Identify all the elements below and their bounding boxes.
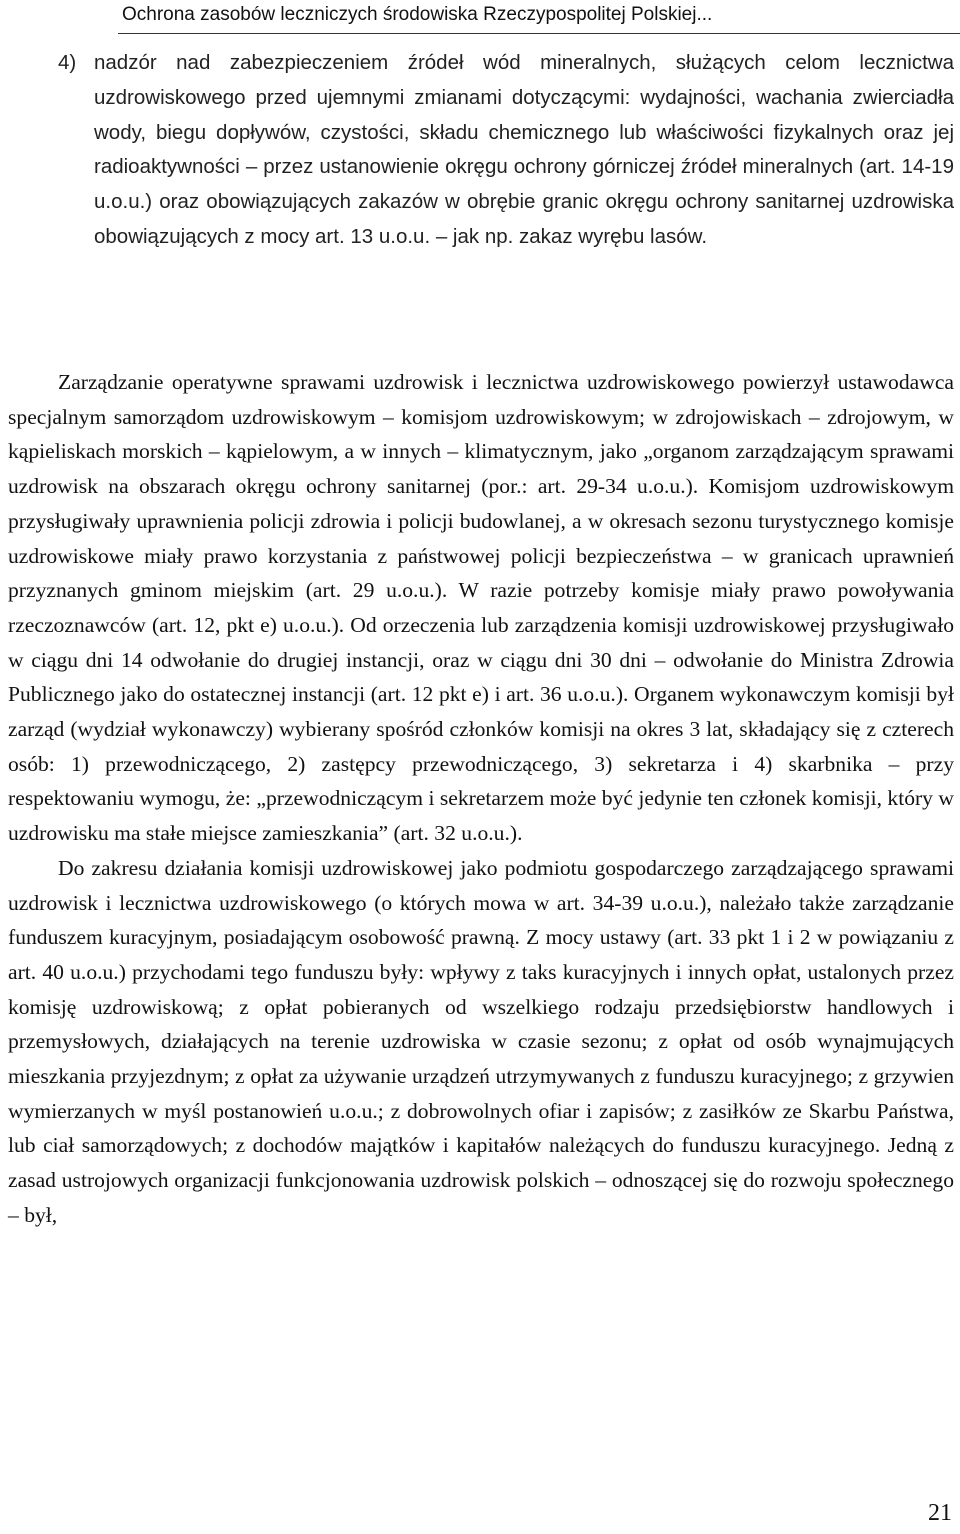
header-rule [118, 33, 960, 34]
list-item-text: nadzór nad zabezpieczeniem źródeł wód mineralnych, służących celom lecznictwa uzdrowiskowego przed ujemnymi zmianami dotyczącymi: wydajności, wachania zwierciadła wody, biegu dopływów, czystości, składu chemicznego lub właściwości fizykalnych oraz jej radioaktywności – przez ustanowienie okręgu ochrony górniczej źródeł mineralnych (art. 14-19 u.o.u.) oraz obowiązujących zakazów w obrębie granic okręgu ochrony sanitarnej uzdrowiska obowiązujących z mocy art. 13 u.o.u. – jak np. zakaz wyrębu lasów. [94, 51, 954, 248]
paragraph-1: Zarządzanie operatywne sprawami uzdrowisk i lecznictwa uzdrowiskowego powierzył ustawodawca specjalnym samorządom uzdrowiskowym – komisjom uzdrowiskowym; w zdrojowiskach – zdrojowym, w kąpieliskach morskich – kąpielowym, a w innych – klimatycznym, jako „organom zarządzającym sprawami uzdrowisk na obszarach okręgu ochrony sanitarnej (por.: art. 29-34 u.o.u.). Komisjom uzdrowiskowym przysługiwały uprawnienia policji zdrowia i policji budowlanej, a w okresach sezonu turystycznego komisje uzdrowiskowe miały prawo korzystania z państwowej policji bezpieczeństwa – w granicach uprawnień przyznanych gminom miejskim (art. 29 u.o.u.). W razie potrzeby komisje miały prawo powoływania rzeczoznawców (art. 12, pkt e) u.o.u.). Od orzeczenia lub zarządzenia komisji uzdrowiskowej przysługiwało w ciągu dni 14 odwołanie do drugiej instancji, oraz w ciągu dni 30 dni – odwołanie do Ministra Zdrowia Publicznego jako do ostatecznej instancji (art. 12 pkt e) i art. 36 u.o.u.). Organem wykonawczym komisji był zarząd (wydział wykonawczy) wybierany spośród członków komisji na okres 3 lat, składający się z czterech osób: 1) przewodniczącego, 2) zastępcy przewodniczącego, 3) sekretarza i 4) skarbnika – przy respektowaniu wymogu, że: „przewodniczącym i sekretarzem może być jedynie ten członek komisji, który w uzdrowisku ma stałe miejsce zamieszkania” (art. 32 u.o.u.). [8, 370, 954, 846]
page-number: 21 [928, 1500, 952, 1526]
list-item [58, 46, 954, 255]
paragraph-2: Do zakresu działania komisji uzdrowiskowej jako podmiotu gospodarczego zarządzającego sprawami uzdrowisk i lecznictwa uzdrowiskowego (o których mowa w art. 34-39 u.o.u.), należało także zarządzanie funduszem kuracyjnym, posiadającym osobowość prawną. Z mocy ustawy (art. 33 pkt 1 i 2 w powiązaniu z art. 40 u.o.u.) przychodami tego funduszu były: wpływy z taks kuracyjnych i innych opłat, ustalonych przez komisję uzdrowiskową; z opłat pobieranych od wszelkiego rodzaju przedsiębiorstw handlowych i przemysłowych, działających na terenie uzdrowiska w czasie sezonu; z opłat od osób wynajmujących mieszkania przyjezdnym; z opłat za używanie urządzeń utrzymywanych z funduszu kuracyjnego; z grzywien wymierzanych w myśl postanowień u.o.u.; z dobrowolnych ofiar i zapisów; z zasiłków ze Skarbu Państwa, lub ciał samorządowych; z dochodów majątków i kapitałów należących do funduszu kuracyjnego. Jedną z zasad ustrojowych organizacji funkcjonowania uzdrowisk polskich – odnoszącej się do rozwoju społecznego – był, [8, 855, 954, 1227]
running-header [0, 0, 960, 36]
list-item-number: 4) [58, 51, 77, 74]
body-text [8, 365, 954, 1233]
running-title: Ochrona zasobów leczniczych środowiska Rzeczypospolitej Polskiej... [122, 4, 713, 25]
